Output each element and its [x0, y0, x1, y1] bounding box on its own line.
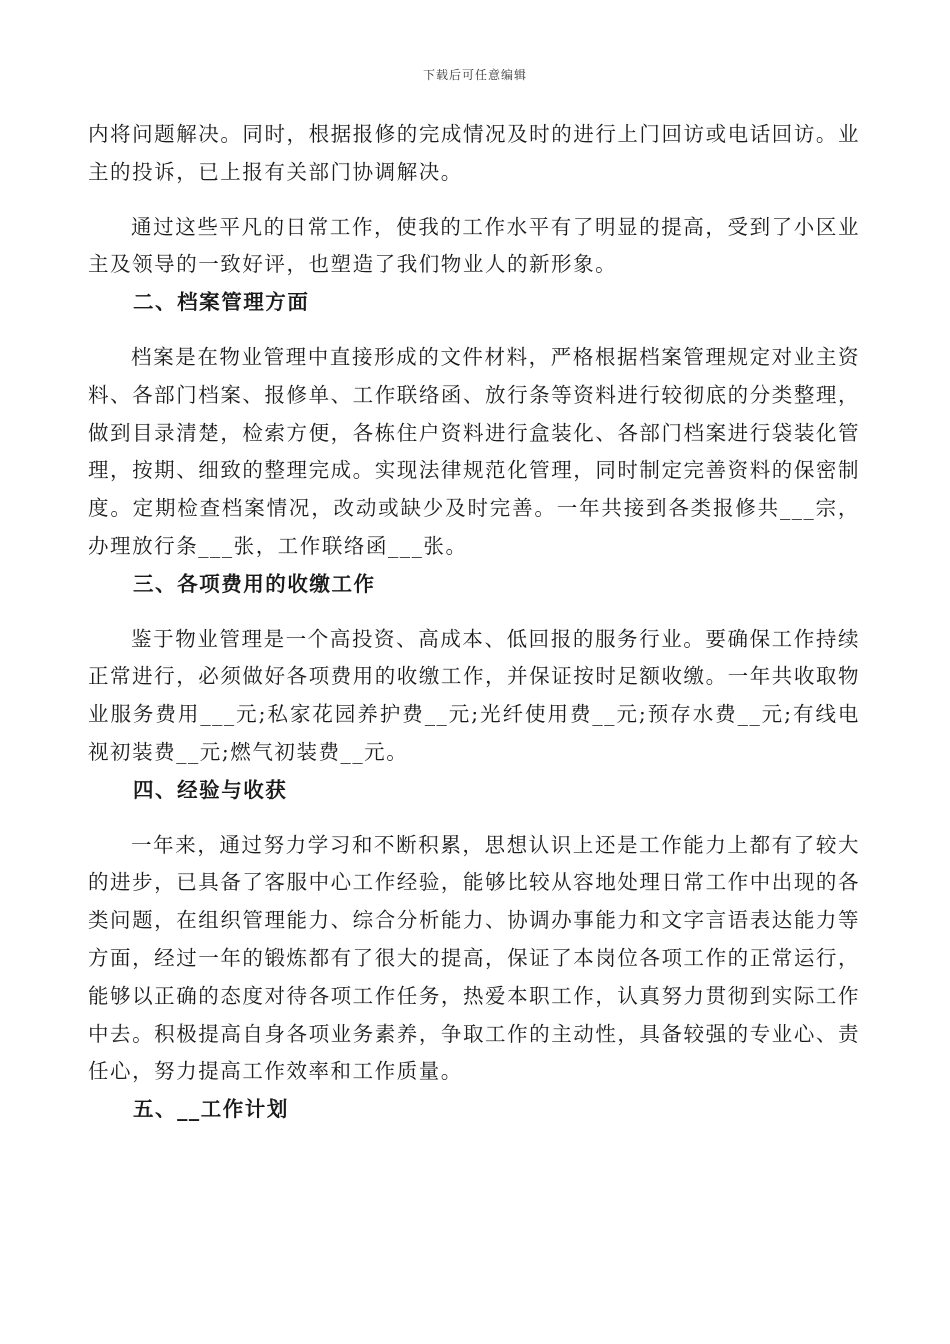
paragraph-daily-work: 通过这些平凡的日常工作，使我的工作水平有了明显的提高，受到了小区业主及领导的一致好评，也塑造了我们物业人的新形象。	[88, 214, 860, 277]
document-body	[88, 116, 860, 1129]
heading-experience: 四、经验与收获	[133, 777, 288, 802]
heading-fee-collection: 三、各项费用的收缴工作	[133, 571, 376, 596]
page-header: 下载后可任意编辑	[422, 68, 527, 82]
heading-archive-management: 二、档案管理方面	[133, 290, 310, 315]
paragraph-experience: 一年来，通过努力学习和不断积累，思想认识上还是工作能力上都有了较大的进步，已具备了客服中心工作经验，能够比较从容地处理日常工作中出现的各类问题，在组织管理能力、综合分析能力、协调办事能力和文字言语表达能力等方面，经过一年的锻炼都有了很大的提高，保证了本岗位各项工作的正常运行，能够以正确的态度对待各项工作任务，热爱本职工作，认真努力贯彻到实际工作中去。积极提高自身各项业务素养，争取工作的主动性，具备较强的专业心、责任心，努力提高工作效率和工作质量。	[88, 832, 860, 1084]
paragraph-repair-followup: 内将问题解决。同时，根据报修的完成情况及时的进行上门回访或电话回访。业主的投诉，已上报有关部门协调解决。	[88, 122, 860, 184]
heading-work-plan: 五、__工作计划	[133, 1097, 289, 1122]
paragraph-archive-management: 档案是在物业管理中直接形成的文件材料，严格根据档案管理规定对业主资料、各部门档案、报修单、工作联络函、放行条等资料进行较彻底的分类整理，做到目录清楚，检索方便，各栋住户资料进行盒装化、各部门档案进行袋装化管理，按期、细致的整理完成。实现法律规范化管理，同时制定完善资料的保密制度。定期检查档案情况，改动或缺少及时完善。一年共接到各类报修共___宗，办理放行条___张，工作联络函___张。	[88, 344, 860, 558]
paragraph-fee-collection: 鉴于物业管理是一个高投资、高成本、低回报的服务行业。要确保工作持续正常进行，必须做好各项费用的收缴工作，并保证按时足额收缴。一年共收取物业服务费用___元;私家花园养护费__元;光纤使用费__元;预存水费__元;有线电视初装费__元;燃气初装费__元。	[88, 626, 860, 764]
